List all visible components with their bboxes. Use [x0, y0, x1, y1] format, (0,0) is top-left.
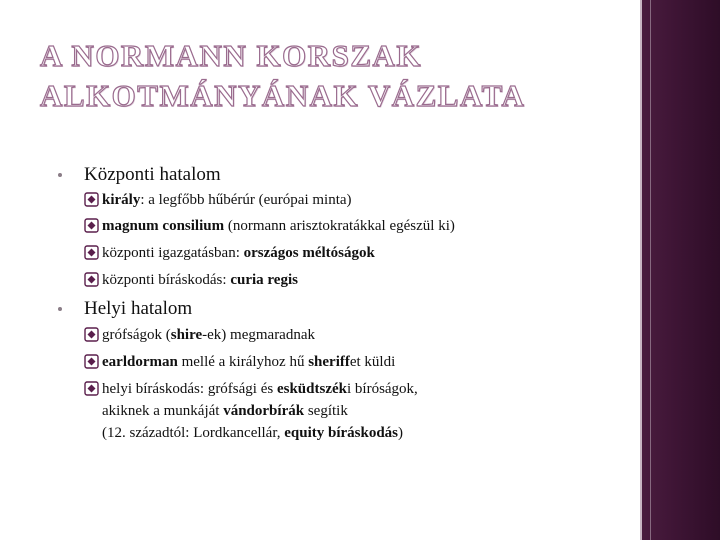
list-item-text: [102, 189, 352, 211]
text-segment: akiknek a munkáját: [102, 403, 224, 419]
list-item-text: [102, 324, 315, 346]
list-item-text: [102, 351, 395, 373]
dot-bullet-icon: [58, 307, 62, 311]
bold-term: országos méltóságok: [243, 245, 375, 261]
bold-term: earldorman: [102, 354, 178, 370]
list-item-line: [102, 269, 298, 291]
list-item-text: [102, 378, 418, 444]
list-item-line: [102, 242, 375, 264]
bold-term: curia regis: [230, 272, 298, 288]
side-accent-line: [650, 0, 651, 540]
list-item-line: [102, 378, 418, 400]
text-segment: i bíróságok,: [346, 381, 418, 397]
text-segment: segítik: [304, 403, 348, 419]
bold-term: equity bíráskodás: [284, 425, 399, 441]
text-segment: grófságok (: [102, 327, 171, 343]
text-segment: -ek) megmaradnak: [202, 327, 315, 343]
list-item-text: [102, 242, 375, 264]
list-item-line: [102, 422, 418, 444]
bold-term: esküdtszék: [276, 381, 347, 397]
list-item-text: [102, 215, 455, 237]
text-segment: : a legfőbb hűbérúr (európai minta): [140, 192, 352, 208]
diamond-checkbox-icon: [84, 218, 99, 233]
section-heading-text: Központi hatalom: [84, 164, 221, 185]
text-segment: központi bíráskodás:: [102, 272, 231, 288]
list-item-text: [102, 269, 298, 291]
bold-term: király: [102, 192, 141, 208]
diamond-checkbox-icon: [84, 327, 99, 342]
diamond-checkbox-icon: [84, 245, 99, 260]
diamond-checkbox-icon: [84, 381, 99, 396]
list-item-line: [102, 351, 395, 373]
list-item-line: [102, 324, 315, 346]
list-item-line: [102, 189, 352, 211]
dot-bullet-icon: [58, 173, 62, 177]
bold-term: vándorbírák: [223, 403, 305, 419]
text-segment: központi igazgatásban:: [102, 245, 244, 261]
bold-term: shire: [170, 327, 203, 343]
text-segment: et küldi: [349, 354, 396, 370]
list-item-line: [102, 215, 455, 237]
side-accent-bar: [642, 0, 720, 540]
text-segment: ): [398, 425, 404, 441]
bold-term: sheriff: [308, 354, 350, 370]
text-segment: (normann arisztokratákkal egészül ki): [224, 218, 455, 234]
text-segment: helyi bíráskodás: grófsági és: [102, 381, 277, 397]
bold-term: magnum consilium: [102, 218, 225, 234]
section-heading-text: Helyi hatalom: [84, 298, 193, 319]
diamond-checkbox-icon: [84, 272, 99, 287]
diamond-checkbox-icon: [84, 192, 99, 207]
diamond-checkbox-icon: [84, 354, 99, 369]
slide-title-line-2: ALKOTMÁNYÁNAK VÁZLATA: [40, 78, 526, 113]
text-segment: mellé a királyhoz hű: [177, 354, 309, 370]
list-item-line: [102, 400, 418, 422]
text-segment: (12. századtól: Lordkancellár,: [102, 425, 285, 441]
slide-title-line-1: A NORMANN KORSZAK: [40, 38, 423, 73]
